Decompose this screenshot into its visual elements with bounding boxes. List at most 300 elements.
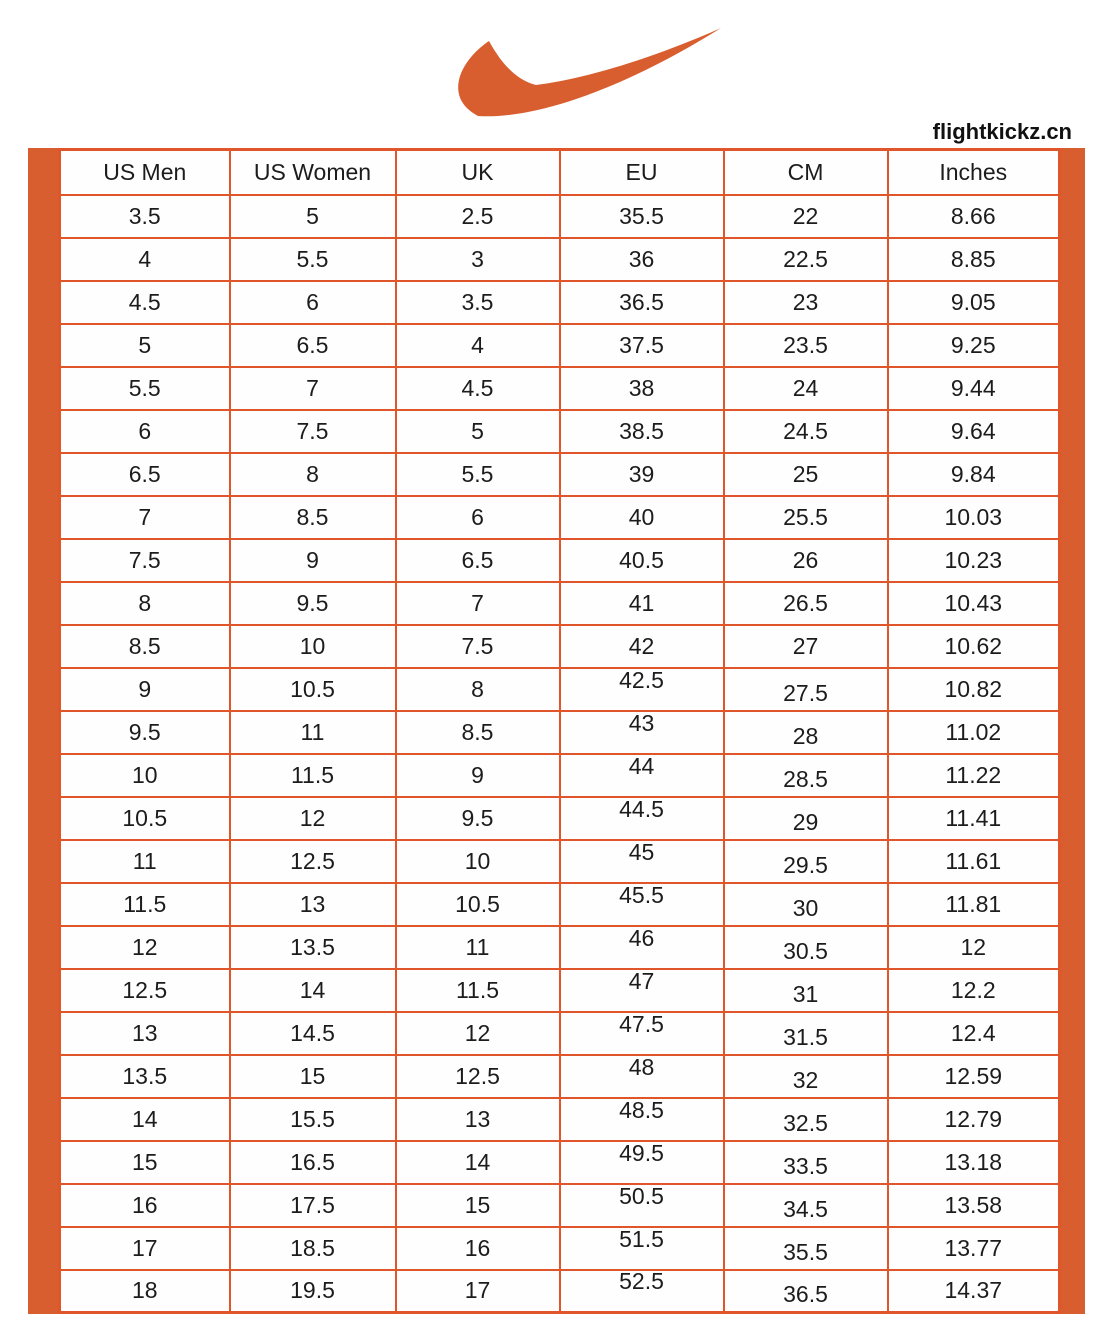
cell-us-men — [60, 711, 230, 754]
cell-value: 7 — [471, 589, 484, 616]
cell-cm — [724, 1141, 888, 1184]
cell-eu — [560, 1098, 724, 1141]
cell-value: 5.5 — [128, 374, 161, 401]
cell-us-men — [60, 453, 230, 496]
cell-cm — [724, 453, 888, 496]
column-header-us-men: US Men — [60, 150, 230, 195]
cell-inches — [888, 754, 1060, 797]
cell-eu — [560, 625, 724, 668]
cell-eu — [560, 797, 724, 840]
cell-eu — [560, 1012, 724, 1055]
cell-value: 4.5 — [128, 288, 161, 315]
cell-value: 41 — [628, 589, 655, 616]
cell-value: 18.5 — [290, 1234, 335, 1261]
cell-us-women — [230, 1141, 396, 1184]
cell-eu — [560, 582, 724, 625]
cell-us-women — [230, 410, 396, 453]
cell-value: 27 — [792, 632, 819, 659]
cell-inches — [888, 668, 1060, 711]
cell-us-men — [60, 840, 230, 883]
cell-value: 14 — [464, 1148, 491, 1175]
cell-value: 10 — [299, 632, 326, 659]
cell-us-women — [230, 883, 396, 926]
cell-cm — [724, 324, 888, 367]
table-row — [60, 1012, 1060, 1055]
cell-cm — [724, 1055, 888, 1098]
cell-cm — [724, 582, 888, 625]
cell-us-women — [230, 1098, 396, 1141]
cell-inches — [888, 625, 1060, 668]
cell-cm — [724, 367, 888, 410]
cell-value: 48.5 — [619, 1097, 664, 1123]
cell-value: 42.5 — [619, 667, 664, 693]
cell-us-women — [230, 926, 396, 969]
table-row — [60, 840, 1060, 883]
table-row — [60, 711, 1060, 754]
cell-inches — [888, 797, 1060, 840]
cell-eu — [560, 840, 724, 883]
cell-inches — [888, 1055, 1060, 1098]
cell-us-women — [230, 324, 396, 367]
cell-cm — [724, 281, 888, 324]
cell-inches — [888, 1184, 1060, 1227]
cell-value: 24.5 — [783, 417, 828, 444]
cell-value: 32 — [792, 1066, 819, 1093]
table-body — [60, 195, 1060, 1313]
table-row — [60, 238, 1060, 281]
cell-value: 14.5 — [290, 1019, 335, 1046]
cell-value: 44 — [628, 753, 655, 779]
column-header-cm: CM — [724, 150, 888, 195]
cell-uk — [396, 496, 560, 539]
cell-uk — [396, 1184, 560, 1227]
cell-value: 39 — [628, 460, 655, 487]
cell-value: 3.5 — [461, 288, 494, 315]
cell-eu — [560, 324, 724, 367]
cell-us-women — [230, 367, 396, 410]
table-row — [60, 539, 1060, 582]
cell-value: 13 — [131, 1019, 158, 1046]
cell-value: 9.5 — [128, 718, 161, 745]
cell-value: 43 — [628, 710, 655, 736]
table-row — [60, 1227, 1060, 1270]
cell-value: 47 — [628, 968, 655, 994]
cell-uk — [396, 625, 560, 668]
cell-value: 12 — [960, 933, 987, 960]
cell-inches — [888, 281, 1060, 324]
cell-value: 14.37 — [944, 1277, 1003, 1304]
cell-value: 40 — [628, 503, 655, 530]
cell-value: 27.5 — [783, 679, 828, 706]
cell-value: 42 — [628, 632, 655, 659]
cell-inches — [888, 1270, 1060, 1313]
cell-value: 8 — [138, 589, 152, 616]
cell-eu — [560, 496, 724, 539]
cell-value: 3 — [471, 245, 484, 272]
cell-value: 47.5 — [619, 1011, 664, 1037]
table-row — [60, 668, 1060, 711]
cell-value: 24 — [792, 374, 819, 401]
cell-inches — [888, 324, 1060, 367]
cell-value: 9.5 — [296, 589, 329, 616]
cell-value: 11 — [465, 933, 490, 960]
cell-value: 38.5 — [619, 417, 664, 444]
cell-value: 10 — [131, 761, 158, 788]
cell-us-women — [230, 1270, 396, 1313]
cell-inches — [888, 453, 1060, 496]
cell-value: 8.5 — [461, 718, 494, 745]
cell-us-men — [60, 281, 230, 324]
cell-value: 14 — [299, 976, 326, 1003]
cell-value: 37.5 — [619, 331, 664, 358]
cell-value: 12 — [464, 1019, 491, 1046]
cell-value: 12.5 — [122, 976, 168, 1003]
cell-us-men — [60, 1270, 230, 1313]
cell-value: 5 — [306, 202, 319, 229]
cell-value: 23 — [792, 288, 819, 315]
cell-value: 13 — [299, 890, 326, 917]
cell-eu — [560, 367, 724, 410]
cell-value: 45 — [628, 839, 655, 865]
cell-inches — [888, 1098, 1060, 1141]
cell-inches — [888, 1141, 1060, 1184]
cell-eu — [560, 1141, 724, 1184]
cell-value: 4 — [471, 331, 484, 358]
cell-value: 36.5 — [619, 288, 664, 315]
cell-value: 13.18 — [944, 1148, 1003, 1175]
cell-eu — [560, 668, 724, 711]
cell-value: 11.02 — [945, 718, 1002, 745]
cell-value: 11.81 — [945, 890, 1002, 917]
cell-value: 10.82 — [944, 675, 1003, 702]
cell-uk — [396, 238, 560, 281]
table-row — [60, 754, 1060, 797]
cell-cm — [724, 1012, 888, 1055]
cell-uk — [396, 367, 560, 410]
cell-cm — [724, 539, 888, 582]
cell-eu — [560, 1270, 724, 1313]
size-chart — [28, 148, 1085, 1314]
cell-inches — [888, 926, 1060, 969]
cell-value: 44.5 — [619, 796, 664, 822]
cell-eu — [560, 754, 724, 797]
cell-value: 8 — [306, 460, 319, 487]
cell-us-men — [60, 926, 230, 969]
cell-us-men — [60, 1012, 230, 1055]
cell-value: 11.41 — [945, 804, 1002, 831]
cell-uk — [396, 582, 560, 625]
cell-value: 10.5 — [122, 804, 168, 831]
cell-value: 33.5 — [783, 1152, 828, 1179]
cell-value: 11.5 — [123, 890, 167, 917]
cell-inches — [888, 238, 1060, 281]
cell-us-women — [230, 496, 396, 539]
cell-value: 45.5 — [619, 882, 664, 908]
cell-us-men — [60, 797, 230, 840]
cell-value: 16 — [464, 1234, 491, 1261]
cell-uk — [396, 711, 560, 754]
table-row — [60, 324, 1060, 367]
cell-uk — [396, 539, 560, 582]
cell-value: 7.5 — [461, 632, 494, 659]
cell-value: 11 — [132, 847, 157, 874]
cell-value: 5 — [471, 417, 484, 444]
cell-uk — [396, 840, 560, 883]
cell-us-men — [60, 582, 230, 625]
cell-value: 9.5 — [461, 804, 494, 831]
cell-inches — [888, 539, 1060, 582]
cell-value: 46 — [628, 925, 655, 951]
cell-us-women — [230, 754, 396, 797]
cell-inches — [888, 969, 1060, 1012]
cell-cm — [724, 410, 888, 453]
cell-us-women — [230, 840, 396, 883]
cell-value: 36 — [628, 245, 655, 272]
cell-us-men — [60, 195, 230, 238]
right-accent-bar — [1061, 148, 1085, 1314]
cell-eu — [560, 926, 724, 969]
cell-eu — [560, 195, 724, 238]
table-row — [60, 582, 1060, 625]
cell-cm — [724, 1227, 888, 1270]
cell-value: 13.58 — [944, 1191, 1003, 1218]
cell-value: 5.5 — [461, 460, 494, 487]
table-row — [60, 1055, 1060, 1098]
cell-us-women — [230, 195, 396, 238]
cell-value: 31.5 — [783, 1023, 828, 1050]
cell-eu — [560, 539, 724, 582]
cell-us-men — [60, 324, 230, 367]
cell-value: 36.5 — [783, 1281, 828, 1308]
cell-us-men — [60, 668, 230, 711]
cell-value: 48 — [628, 1054, 655, 1080]
cell-value: 14 — [131, 1105, 158, 1132]
cell-uk — [396, 797, 560, 840]
cell-us-men — [60, 883, 230, 926]
cell-value: 16.5 — [290, 1148, 335, 1175]
cell-uk — [396, 1055, 560, 1098]
cell-cm — [724, 969, 888, 1012]
cell-inches — [888, 711, 1060, 754]
cell-value: 10.5 — [290, 675, 335, 702]
cell-value: 12 — [131, 933, 158, 960]
cell-value: 8.5 — [128, 632, 161, 659]
cell-value: 9.84 — [950, 460, 996, 487]
cell-uk — [396, 324, 560, 367]
cell-cm — [724, 1098, 888, 1141]
cell-value: 29 — [792, 808, 819, 835]
cell-value: 6 — [306, 288, 319, 315]
cell-value: 10.23 — [944, 546, 1003, 573]
cell-value: 19.5 — [290, 1277, 335, 1304]
cell-uk — [396, 969, 560, 1012]
cell-cm — [724, 1270, 888, 1313]
cell-uk — [396, 195, 560, 238]
cell-value: 6 — [471, 503, 484, 530]
table-row — [60, 1184, 1060, 1227]
cell-us-women — [230, 1012, 396, 1055]
cell-value: 17 — [464, 1277, 491, 1304]
cell-value: 10.62 — [944, 632, 1003, 659]
cell-eu — [560, 711, 724, 754]
cell-value: 26.5 — [783, 589, 828, 616]
cell-us-men — [60, 238, 230, 281]
cell-value: 29.5 — [783, 851, 828, 878]
cell-uk — [396, 754, 560, 797]
cell-cm — [724, 496, 888, 539]
cell-value: 28 — [792, 722, 819, 749]
cell-us-men — [60, 754, 230, 797]
left-accent-bar — [28, 148, 58, 1314]
cell-eu — [560, 281, 724, 324]
cell-value: 13.5 — [122, 1062, 168, 1089]
cell-value: 11.61 — [945, 847, 1002, 874]
cell-value: 12.59 — [944, 1062, 1003, 1089]
cell-eu — [560, 453, 724, 496]
cell-us-men — [60, 1055, 230, 1098]
cell-value: 32.5 — [783, 1109, 828, 1136]
table-row — [60, 883, 1060, 926]
cell-us-women — [230, 539, 396, 582]
cell-inches — [888, 883, 1060, 926]
cell-value: 2.5 — [461, 202, 494, 229]
cell-cm — [724, 711, 888, 754]
cell-value: 51.5 — [619, 1226, 664, 1252]
cell-uk — [396, 1141, 560, 1184]
cell-us-women — [230, 668, 396, 711]
cell-eu — [560, 238, 724, 281]
cell-cm — [724, 238, 888, 281]
cell-us-men — [60, 539, 230, 582]
cell-us-women — [230, 1227, 396, 1270]
cell-value: 6.5 — [461, 546, 494, 573]
cell-value: 9.44 — [950, 374, 996, 401]
cell-value: 25.5 — [783, 503, 828, 530]
cell-eu — [560, 883, 724, 926]
cell-uk — [396, 410, 560, 453]
cell-us-women — [230, 453, 396, 496]
table-row — [60, 453, 1060, 496]
table-row — [60, 926, 1060, 969]
column-header-inches: Inches — [888, 150, 1060, 195]
cell-us-women — [230, 238, 396, 281]
cell-value: 12.79 — [944, 1105, 1003, 1132]
cell-value: 15.5 — [290, 1105, 335, 1132]
cell-uk — [396, 668, 560, 711]
table-row — [60, 625, 1060, 668]
table-row — [60, 1098, 1060, 1141]
cell-us-women — [230, 711, 396, 754]
cell-value: 12.2 — [950, 976, 996, 1003]
cell-value: 10 — [464, 847, 491, 874]
cell-inches — [888, 496, 1060, 539]
cell-uk — [396, 1270, 560, 1313]
cell-value: 3.5 — [128, 202, 161, 229]
cell-value: 6.5 — [128, 460, 161, 487]
cell-uk — [396, 883, 560, 926]
cell-uk — [396, 926, 560, 969]
cell-inches — [888, 367, 1060, 410]
cell-value: 9.25 — [950, 331, 996, 358]
cell-value: 11 — [300, 718, 325, 745]
cell-value: 10.43 — [944, 589, 1003, 616]
cell-cm — [724, 883, 888, 926]
table-row — [60, 367, 1060, 410]
cell-cm — [724, 797, 888, 840]
cell-value: 40.5 — [619, 546, 664, 573]
cell-value: 5 — [138, 331, 152, 358]
cell-value: 6 — [138, 417, 152, 444]
table-row — [60, 496, 1060, 539]
cell-value: 7.5 — [296, 417, 329, 444]
cell-uk — [396, 453, 560, 496]
cell-value: 12 — [299, 804, 326, 831]
cell-value: 15 — [299, 1062, 326, 1089]
cell-value: 16 — [131, 1191, 158, 1218]
nike-swoosh-icon — [456, 28, 722, 120]
cell-value: 15 — [464, 1191, 491, 1218]
column-header-us-women: US Women — [230, 150, 396, 195]
cell-cm — [724, 668, 888, 711]
nike-swoosh-logo — [456, 28, 722, 120]
cell-us-women — [230, 969, 396, 1012]
cell-us-women — [230, 625, 396, 668]
table-row — [60, 797, 1060, 840]
cell-value: 12.5 — [290, 847, 335, 874]
cell-cm — [724, 195, 888, 238]
cell-uk — [396, 1012, 560, 1055]
cell-value: 9 — [471, 761, 484, 788]
cell-inches — [888, 410, 1060, 453]
cell-us-men — [60, 1098, 230, 1141]
cell-inches — [888, 582, 1060, 625]
cell-us-women — [230, 582, 396, 625]
cell-value: 7.5 — [128, 546, 161, 573]
cell-value: 9 — [138, 675, 152, 702]
cell-eu — [560, 1227, 724, 1270]
cell-value: 4 — [138, 245, 152, 272]
cell-value: 9.05 — [950, 288, 996, 315]
cell-value: 26 — [792, 546, 819, 573]
cell-inches — [888, 840, 1060, 883]
cell-us-men — [60, 1227, 230, 1270]
cell-value: 8.5 — [296, 503, 329, 530]
cell-inches — [888, 1012, 1060, 1055]
cell-value: 10.03 — [944, 503, 1003, 530]
cell-value: 30 — [792, 894, 819, 921]
column-header-uk: UK — [396, 150, 560, 195]
cell-inches — [888, 195, 1060, 238]
cell-eu — [560, 410, 724, 453]
cell-value: 22 — [792, 202, 819, 229]
cell-value: 12.4 — [950, 1019, 996, 1046]
cell-us-women — [230, 281, 396, 324]
cell-value: 7 — [306, 374, 319, 401]
cell-value: 11.5 — [455, 976, 500, 1003]
cell-cm — [724, 1184, 888, 1227]
cell-value: 18 — [131, 1277, 158, 1304]
cell-value: 31 — [792, 980, 819, 1007]
cell-eu — [560, 969, 724, 1012]
cell-value: 12.5 — [455, 1062, 500, 1089]
cell-value: 22.5 — [783, 245, 828, 272]
cell-value: 17.5 — [290, 1191, 335, 1218]
cell-uk — [396, 1227, 560, 1270]
header-row — [60, 150, 1060, 195]
cell-cm — [724, 840, 888, 883]
cell-value: 13.5 — [290, 933, 335, 960]
size-table — [58, 148, 1061, 1314]
